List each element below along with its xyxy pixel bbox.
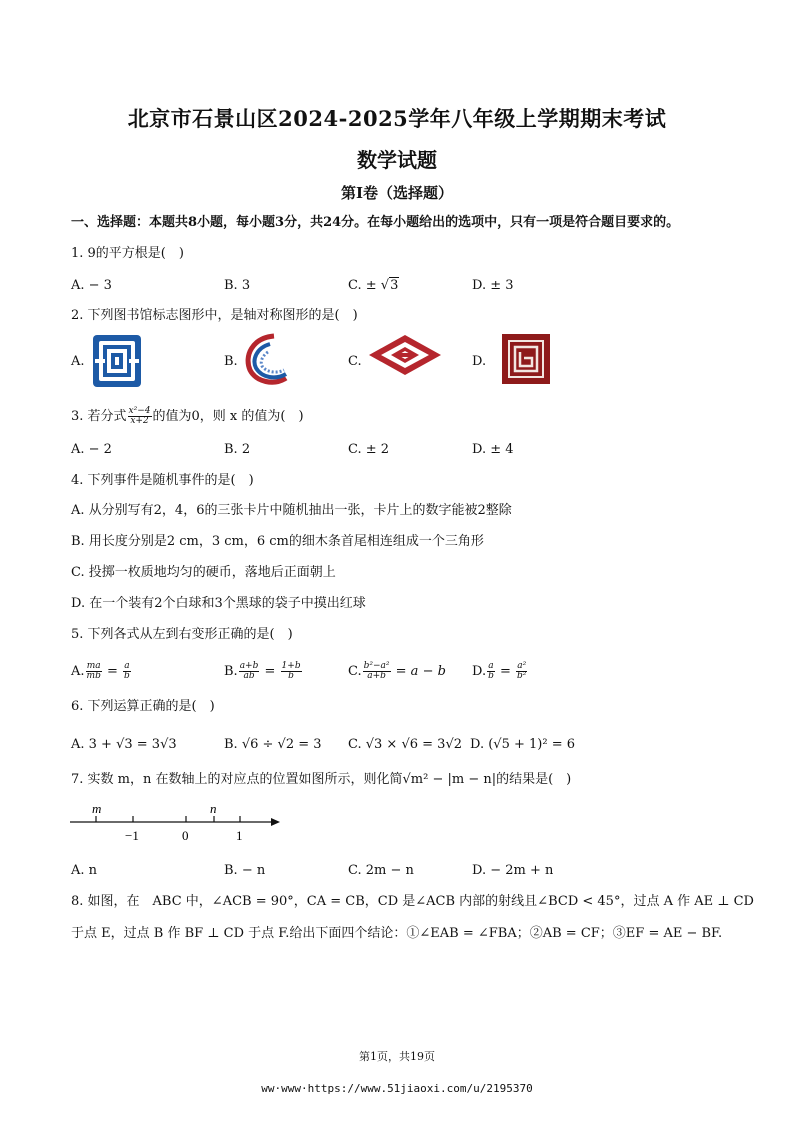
q4-option-d: D. 在一个装有2个白球和3个黑球的袋子中摸出红球 (71, 596, 366, 611)
question-1-stem: 1. 9的平方根是( ) (71, 246, 184, 261)
part-heading: 第I卷（选择题） (340, 184, 454, 202)
q2-option-c: C. (348, 354, 362, 369)
question-2-stem: 2. 下列图书馆标志图形中，是轴对称图形的是( ) (71, 308, 358, 323)
q7-option-a: A. n (71, 863, 98, 878)
question-8-line1: 8. 如图，在 ABC 中，∠ACB = 90°，CA = CB，CD 是∠ACB 内部的射线且∠BCD < 45°，过点 A 作 AE ⊥ CD (71, 894, 754, 909)
question-4-stem: 4. 下列事件是随机事件的是( ) (71, 473, 254, 488)
library-logo-d-icon (500, 332, 552, 386)
q4-option-a: A. 从分别写有2，4，6的三张卡片中随机抽出一张，卡片上的数字能被2整除 (71, 503, 512, 518)
exam-title: 北京市石景山区2024-2025学年八年级上学期期末考试 (127, 106, 667, 131)
q5-option-b: B. $\frac{a+b}{ab}$ = $\frac{1+b}{b}$ (224, 661, 301, 681)
label-neg1: −1 (125, 828, 139, 843)
q6-option-c: C. √3 × √6 = 3√2 (348, 737, 462, 752)
q3-fraction: $\frac{\text{x²−4}}{x+2}$ (128, 406, 151, 426)
label-1: 1 (236, 828, 243, 843)
source-url: ww·www·https://www.51jiaoxi.com/u/2195370 (261, 1082, 533, 1095)
q7-option-c: C. 2m − n (348, 863, 414, 878)
q1-option-b: B. 3 (224, 278, 251, 293)
q1-option-a: A. − 3 (71, 278, 112, 293)
q7-option-d: D. − 2m + n (472, 863, 554, 878)
q1-option-c: C. ± √3 (348, 278, 399, 293)
q6-option-b: B. √6 ÷ √2 = 3 (224, 737, 322, 752)
q5-option-c: C. $\frac{\text{b²−a²}}{a+b}$ = a − b (348, 661, 446, 681)
number-line-arrow-icon (271, 818, 280, 826)
question-3-stem: 3. 若分式 $\frac{\text{x²−4}}{x+2}$ 的值为0，则 x 的值为( ) (71, 406, 304, 426)
library-logo-c-icon (367, 333, 443, 377)
library-logo-b-icon (240, 330, 292, 388)
label-n: n (210, 801, 217, 816)
q4-option-b: B. 用长度分别是2 cm，3 cm，6 cm的细木条首尾相连组成一个三角形 (71, 534, 484, 549)
q5-option-a: A. $\frac{ma}{mb}$ = $\frac{a}{b}$ (71, 661, 130, 681)
question-6-stem: 6. 下列运算正确的是( ) (71, 699, 215, 714)
q6-option-a: A. 3 + √3 = 3√3 (71, 737, 177, 752)
exam-subtitle: 数学试题 (357, 148, 437, 172)
label-m: m (92, 801, 102, 816)
q2-option-b: B. (224, 354, 238, 369)
question-8-line2: 于点 E，过点 B 作 BF ⊥ CD 于点 F.给出下面四个结论：①∠EAB = ∠FBA；②AB = CF；③EF = AE − BF. (71, 926, 723, 941)
question-5-stem: 5. 下列各式从左到右变形正确的是( ) (71, 627, 293, 642)
section-heading: 一、选择题：本题共8小题，每小题3分，共24分。在每小题给出的选项中，只有一项是符合题目要求的。 (71, 215, 680, 230)
label-0: 0 (182, 828, 189, 843)
q4-option-c: C. 投掷一枚质地均匀的硬币，落地后正面朝上 (71, 565, 336, 580)
q3-option-c: C. ± 2 (348, 442, 390, 457)
q3-option-d: D. ± 4 (472, 442, 514, 457)
q3-option-b: B. 2 (224, 442, 251, 457)
number-line (68, 798, 284, 848)
library-logo-a-icon (91, 333, 143, 389)
q7-option-b: B. − n (224, 863, 266, 878)
q5-option-d: D. $\frac{a}{b}$ = $\frac{\text{a²}}{\text{b²}}$ (472, 661, 527, 681)
page-footer: 第1页，共19页 (359, 1050, 435, 1063)
q6-option-d: D. (√5 + 1)² = 6 (470, 737, 575, 752)
question-7-stem: 7. 实数 m，n 在数轴上的对应点的位置如图所示，则化简√m² − |m − n|的结果是( ) (71, 772, 572, 787)
q2-option-a: A. (71, 354, 85, 369)
q3-option-a: A. − 2 (71, 442, 112, 457)
q1-option-d: D. ± 3 (472, 278, 514, 293)
q2-option-d: D. (472, 354, 487, 369)
